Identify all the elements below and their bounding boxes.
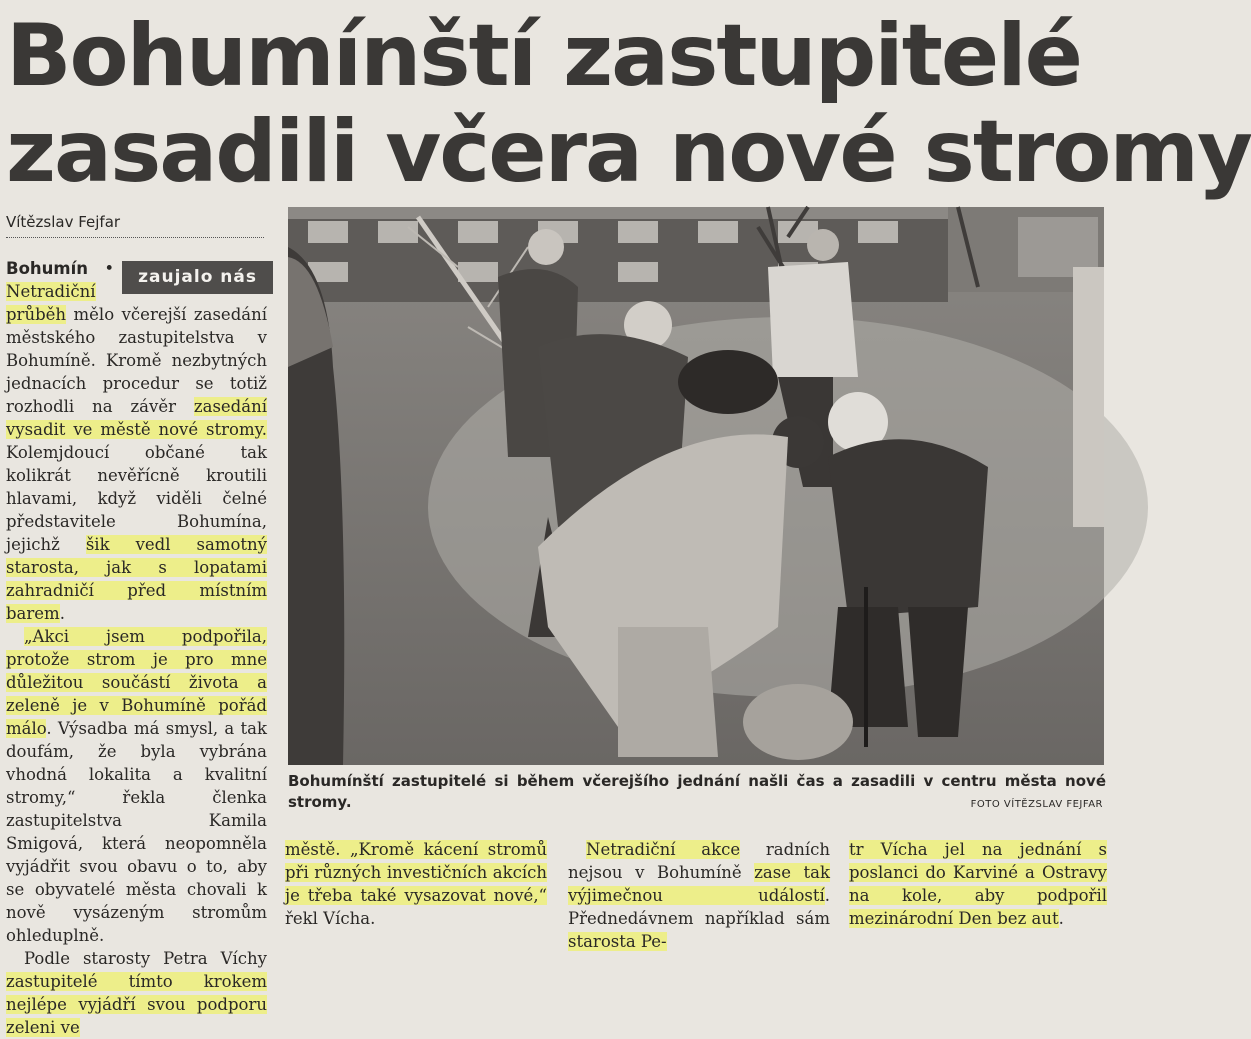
body-text: Podle starosty Petra Víchy [24, 949, 267, 968]
article-column-2 [285, 838, 547, 930]
highlighted-text: městě. „Kromě kácení stromů při různých investičních akcích je třeba také vysazovat nové,“ [285, 840, 547, 905]
highlighted-text: „Akci jsem podpořila, protože strom je pro mne důležitou součástí života a zeleně je v Bohumíně pořád málo [6, 627, 267, 738]
paragraph [849, 838, 1107, 930]
highlighted-text: Netradiční akce [586, 840, 741, 859]
body-text: . [59, 604, 65, 623]
dateline: Bohumín [6, 259, 89, 278]
news-photo [288, 207, 1104, 765]
headline-line-1: Bohumínští zastupitelé [6, 6, 1082, 106]
highlighted-text: zastupitelé tímto krokem nejlépe vyjádří svou podporu zeleni ve [6, 972, 267, 1037]
highlighted-text: starosta Pe- [568, 932, 667, 951]
body-text: Kolemjdoucí občané tak kolikrát nevěřícně kroutili hlavami, když viděli čelné představitele Bohumína, jejichž [6, 443, 267, 554]
section-badge: zaujalo nás [122, 261, 273, 294]
highlighted-text: šik vedl samotný starosta, jak s lopatami zahradničí před místním barem [6, 535, 267, 623]
highlighted-text: zase tak výjimečnou událostí [568, 863, 831, 905]
paragraph-1 [6, 257, 267, 625]
headline [6, 6, 1251, 202]
headline-line-2: zasadili včera nové stromy [6, 102, 1251, 202]
highlighted-text: zasedání vysadit ve městě nové stromy. [6, 397, 267, 439]
article-column-3 [568, 838, 830, 953]
body-text: řekl Vícha. [285, 909, 376, 928]
body-text: mělo včerejší zasedání městského zastupitelstva v Bohumíně. Kromě nezbytných jednacích procedur se totiž rozhodli na závěr [6, 305, 267, 416]
paragraph [285, 838, 547, 930]
body-text: . [1058, 909, 1064, 928]
dateline-bullet: • [88, 259, 115, 278]
photo-caption: Bohumínští zastupitelé si během včerejšího jednání našli čas a zasadili v centru města nové stromy. [288, 772, 1106, 811]
body-text: radních nejsou v Bohumíně [568, 840, 830, 882]
highlighted-text: Netradiční průběh [6, 282, 96, 324]
author-byline: Vítězslav Fejfar [6, 213, 264, 238]
paragraph-2 [6, 625, 267, 947]
photo-credit: FOTO VÍTĚZSLAV FEJFAR [970, 799, 1103, 810]
paragraph-3 [6, 947, 267, 1039]
body-text: . Výsadba má smysl, a tak doufám, že byla vybrána vhodná lokalita a kvalitní stromy,“ řekla členka zastupitelstva Kamila Smigová, která neopomněla vyjádřit svou obavu o to, aby se obyvatelé města chovali k nově vysázeným stromům ohleduplně. [6, 719, 267, 945]
body-text: . Přednedávnem například sám [568, 886, 830, 928]
highlighted-text: tr Vícha jel na jednání s poslanci do Karviné a Ostravy na kole, aby podpořil mezinárodní Den bez aut [849, 840, 1107, 928]
paragraph [568, 838, 830, 953]
article-column-1 [6, 257, 267, 1039]
article-column-4 [849, 838, 1107, 930]
